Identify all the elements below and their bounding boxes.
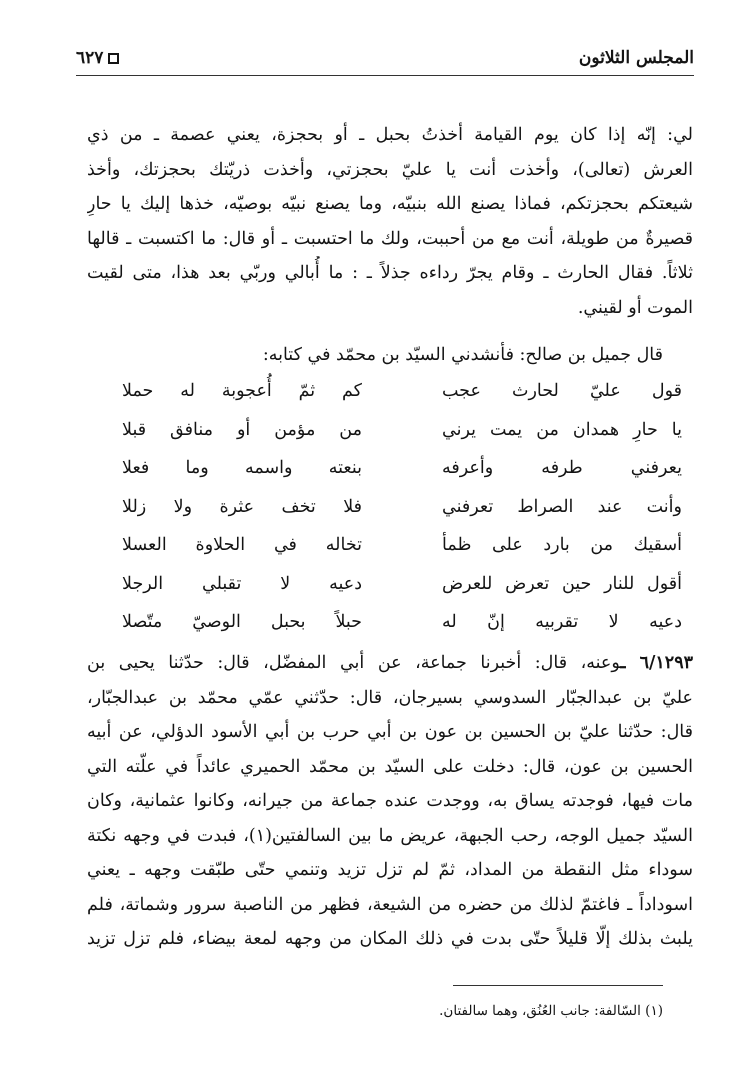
verse-second-hemistich: فلا تخف عثرة ولا زللا: [122, 496, 362, 517]
verse-first-hemistich: يا حارِ همدان من يمت يرني: [442, 419, 682, 440]
verse-second-hemistich: كم ثمّ أُعجوبة له حملا: [122, 381, 362, 402]
poem-verse: [122, 449, 682, 488]
poem-verse: [122, 411, 682, 450]
hadith-opening: وعنه، قال: أخبرنا جماعة، عن أبي المفضّل، قال: حدّثنا يحيى بن: [87, 653, 621, 673]
text-line: الموت أو لقيني.: [577, 297, 693, 318]
poem: [122, 372, 682, 642]
verse-first-hemistich: أقول للنار حين تعرض للعرض: [442, 573, 682, 594]
text-line: السيّد جميل الوجه، رحب الجبهة، عريض ما بين السالفتين(١)، فبدت في وجهه نكتة: [87, 825, 693, 846]
poem-intro: قال جميل بن صالح: فأنشدني السيّد بن محمّد في كتابه:: [262, 345, 663, 365]
header-rule: [76, 75, 694, 76]
hadith-number: ٦/١٢٩٣ ـ: [620, 653, 693, 673]
page-number-group: [76, 48, 119, 68]
text-line: ثلاثاً. فقال الحارث ـ وقام يجرّ رداءه جذلاً ـ : ما أُبالي وربّي بعد هذا، متى لقيت: [87, 263, 693, 283]
text-line: اسوداداً ـ فاغتمّ لذلك من حضره من الشيعة، فظهر من الناصبة سرور وشماتة، فلم: [87, 894, 693, 915]
text-line: [87, 646, 693, 681]
verse-second-hemistich: من مؤمن أو منافق قبلا: [122, 419, 362, 440]
text-line: الحسين بن عون، قال: دخلت على السيّد بن محمّد الحميري عائداً في علّته التي: [87, 756, 693, 777]
verse-second-hemistich: دعيه لا تقبلي الرجلا: [122, 573, 362, 594]
text-line: شيعتكم بحجزتكم، فماذا يصنع الله بنبيّه، وما يصنع نبيّه بوصيّه، خذها إليك يا حارِ: [87, 194, 693, 214]
verse-second-hemistich: بنعته واسمه وما فعلا: [122, 458, 362, 479]
verse-first-hemistich: أسقيك من بارد على ظمأ: [442, 535, 682, 556]
poem-verse: [122, 372, 682, 411]
text-line: عليّ بن عبدالجبّار السدوسي بسيرجان، قال: حدّثني عمّي محمّد بن عبدالجبّار،: [87, 687, 693, 708]
text-line: لي: إنّه إذا كان يوم القيامة أخذتُ بحبل ـ أو بحجزة، يعني عصمة ـ من ذي: [87, 125, 693, 145]
text-line: العرش (تعالى)، وأخذت أنت يا عليّ بحجزتي، وأخذت ذريّتك بحجزتك، وأخذ: [87, 159, 693, 180]
poem-verse: [122, 526, 682, 565]
chapter-title: المجلس الثلاثون: [578, 48, 694, 68]
page-number: ٦٢٧: [76, 48, 104, 68]
verse-first-hemistich: قول عليّ لحارث عجب: [442, 381, 682, 402]
poem-verse: [122, 565, 682, 604]
text-line: قصيرةٌ من طويلة، أنت مع من أحببت، ولك ما احتسبت ـ أو قال: ما اكتسبت ـ قالها: [87, 228, 693, 249]
paragraph-1: [87, 118, 693, 325]
verse-second-hemistich: حبلاً بحبل الوصيّ متّصلا: [122, 612, 362, 633]
text-line: مات فيها، فوجدته يساق به، ووجدت عنده جماعة من جيرانه، وكانوا عثمانية، وكان: [87, 791, 693, 811]
verse-first-hemistich: دعيه لا تقربيه إنّ له: [442, 612, 682, 633]
page-header: [76, 44, 694, 78]
verse-first-hemistich: وأنت عند الصراط تعرفني: [442, 496, 682, 517]
text-line: قال: حدّثنا عليّ بن الحسين بن عون بن أبي حرب بن أبي الأسود الدؤلي، عن أبيه: [87, 722, 693, 742]
poem-verse: [122, 488, 682, 527]
text-line: سوداء مثل النقطة من المداد، ثمّ لم تزل تزيد وتنمي حتّى طبّقت وجهه ـ يعني: [87, 860, 693, 880]
footnote: (١) السّالفة: جانب العُنُق، وهما سالفتان.: [439, 1003, 663, 1019]
verse-first-hemistich: يعرفني طرفه وأعرفه: [442, 458, 682, 479]
poem-verse: [122, 603, 682, 642]
text-line: يلبث بذلك إلّا قليلاً حتّى بدت في ذلك المكان من وجهه لمعة بيضاء، فلم تزل تزيد: [87, 929, 693, 949]
footnote-rule: [453, 985, 663, 986]
verse-second-hemistich: تخاله في الحلاوة العسلا: [122, 535, 362, 556]
square-marker-icon: [108, 53, 119, 64]
paragraph-2: [87, 646, 693, 957]
